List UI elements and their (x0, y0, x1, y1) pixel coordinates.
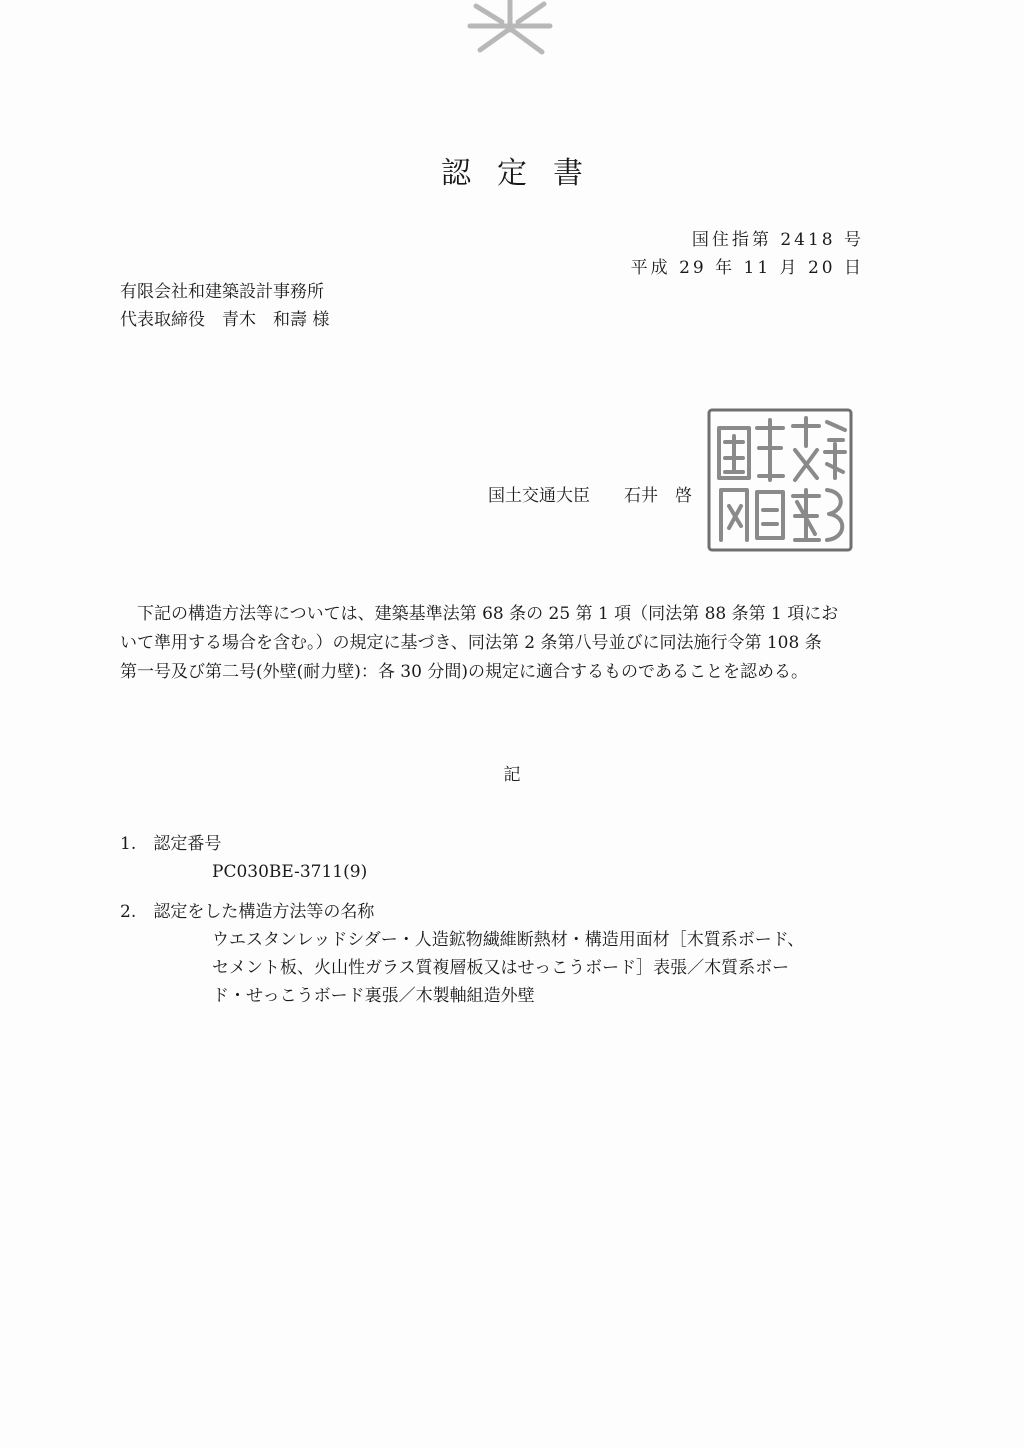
method-name-line: セメント板、火山性ガラス質複層板又はせっこうボード］表張／木質系ボー (212, 958, 790, 978)
addressee-person: 代表取締役 青木 和壽 様 (120, 310, 330, 330)
reference-block (631, 226, 864, 282)
ki-heading: 記 (503, 765, 521, 785)
item-label: 認定をした構造方法等の名称 (153, 902, 375, 922)
official-seal-stamp (705, 406, 855, 554)
statement-line: 下記の構造方法等については、建築基準法第 68 条の 25 第 1 項（同法第 88 条第 1 項にお (120, 604, 839, 624)
statement-line: 第一号及び第二号(外壁(耐力壁)：各 30 分間)の規定に適合するものであることを認める。 (120, 662, 808, 682)
top-seal-mark (462, 0, 558, 56)
certification-number-value: PC030BE-3711(9) (212, 862, 368, 882)
document-title: 認定書 (441, 156, 609, 191)
item-number: 1. (120, 834, 137, 854)
issue-date: 平成 29 年 11 月 20 日 (630, 258, 864, 278)
reference-number: 国住指第 2418 号 (691, 230, 864, 250)
addressee-company: 有限会社和建築設計事務所 (120, 282, 324, 302)
certification-statement (120, 600, 904, 687)
addressee-block (120, 278, 329, 334)
issuer-name: 国土交通大臣 石井 啓 (488, 486, 692, 506)
method-name-line: ウエスタンレッドシダー・人造鉱物繊維断熱材・構造用面材［木質系ボード、 (212, 930, 805, 950)
statement-line: いて準用する場合を含む。）の規定に基づき、同法第 2 条第八号並びに同法施行令第 108 条 (120, 633, 822, 653)
item-label: 認定番号 (153, 834, 222, 854)
item-number: 2. (120, 902, 137, 922)
item-certification-number (120, 830, 367, 886)
method-name-line: ド・せっこうボード裏張／木製軸組造外壁 (212, 986, 535, 1006)
item-method-name (120, 898, 804, 1010)
